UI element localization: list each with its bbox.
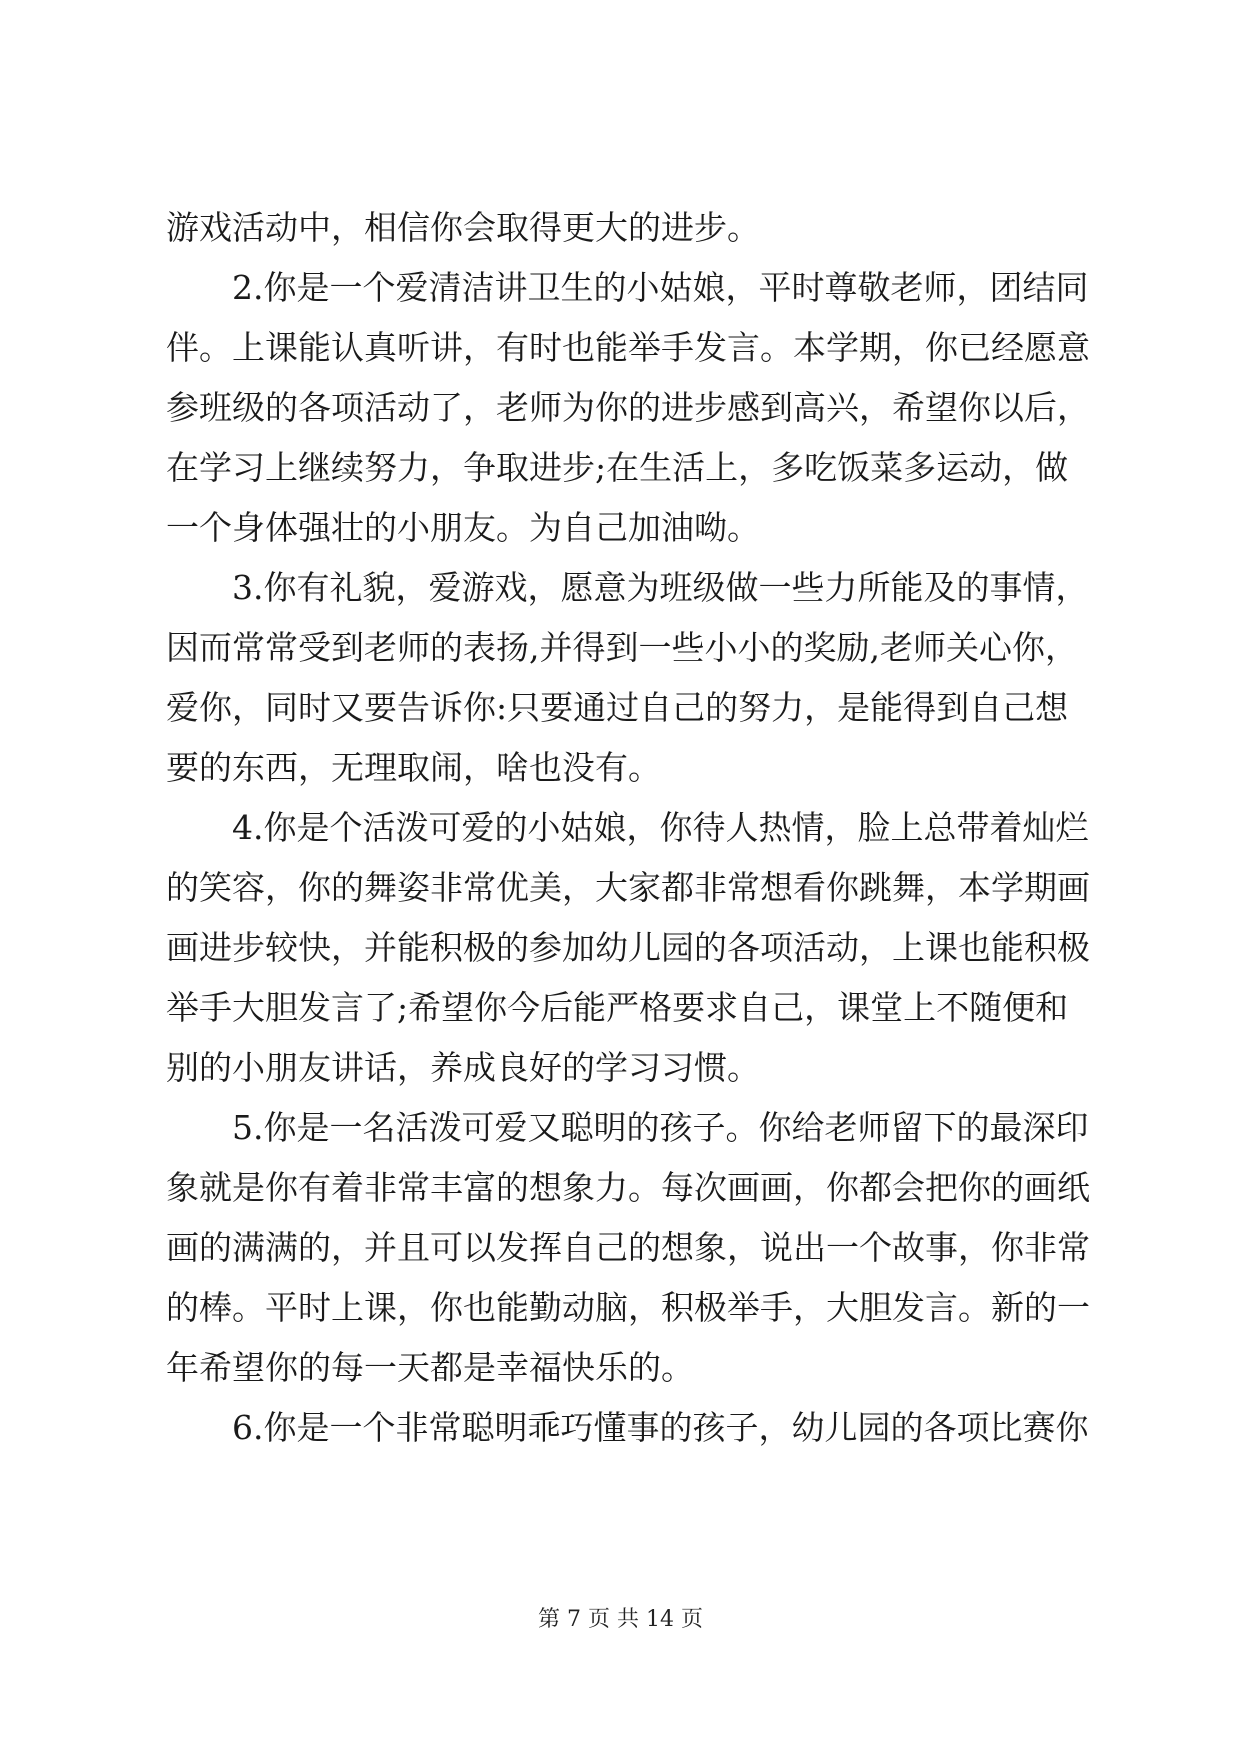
text-line: 象就是你有着非常丰富的想象力。每次画画，你都会把你的画纸 [166,1168,1090,1207]
text-line: 游戏活动中，相信你会取得更大的进步。 [166,208,760,247]
text-line: 6.你是一个非常聪明乖巧懂事的孩子，幼儿园的各项比赛你 [166,1408,1089,1447]
paragraph [166,258,1090,558]
text-line: 2.你是一个爱清洁讲卫生的小姑娘，平时尊敬老师，团结同 [166,268,1089,307]
text-line: 3.你有礼貌，爱游戏，愿意为班级做一些力所能及的事情， [166,568,1089,607]
paragraph [166,1098,1090,1398]
text-line: 画进步较快，并能积极的参加幼儿园的各项活动，上课也能积极 [166,928,1090,967]
text-line: 画的满满的，并且可以发挥自己的想象，说出一个故事，你非常 [166,1228,1090,1267]
text-line: 5.你是一名活泼可爱又聪明的孩子。你给老师留下的最深印 [166,1108,1089,1147]
text-line: 一个身体强壮的小朋友。为自己加油呦。 [166,508,760,547]
text-line: 的笑容，你的舞姿非常优美，大家都非常想看你跳舞，本学期画 [166,868,1090,907]
paragraph [166,798,1090,1098]
text-line: 4.你是个活泼可爱的小姑娘，你待人热情，脸上总带着灿烂 [166,808,1089,847]
document-body [166,198,1090,1458]
paragraph [166,198,1078,258]
text-line: 的棒。平时上课，你也能勤动脑，积极举手，大胆发言。新的一 [166,1288,1090,1327]
text-line: 在学习上继续努力，争取进步;在生活上，多吃饭菜多运动，做 [166,448,1069,487]
text-line: 参班级的各项活动了，老师为你的进步感到高兴，希望你以后， [166,388,1090,427]
paragraph [166,558,1089,798]
text-line: 年希望你的每一天都是幸福快乐的。 [166,1348,694,1387]
text-line: 因而常常受到老师的表扬,并得到一些小小的奖励,老师关心你， [166,628,1078,667]
paragraph [166,1398,1089,1458]
text-line: 举手大胆发言了;希望你今后能严格要求自己，课堂上不随便和 [166,988,1069,1027]
text-line: 别的小朋友讲话，养成良好的学习习惯。 [166,1048,760,1087]
text-line: 伴。上课能认真听讲，有时也能举手发言。本学期，你已经愿意 [166,328,1090,367]
text-line: 爱你，同时又要告诉你:只要通过自己的努力，是能得到自己想 [166,688,1069,727]
page-footer: 第 7 页 共 14 页 [538,1607,703,1632]
text-line: 要的东西，无理取闹，啥也没有。 [166,748,661,787]
